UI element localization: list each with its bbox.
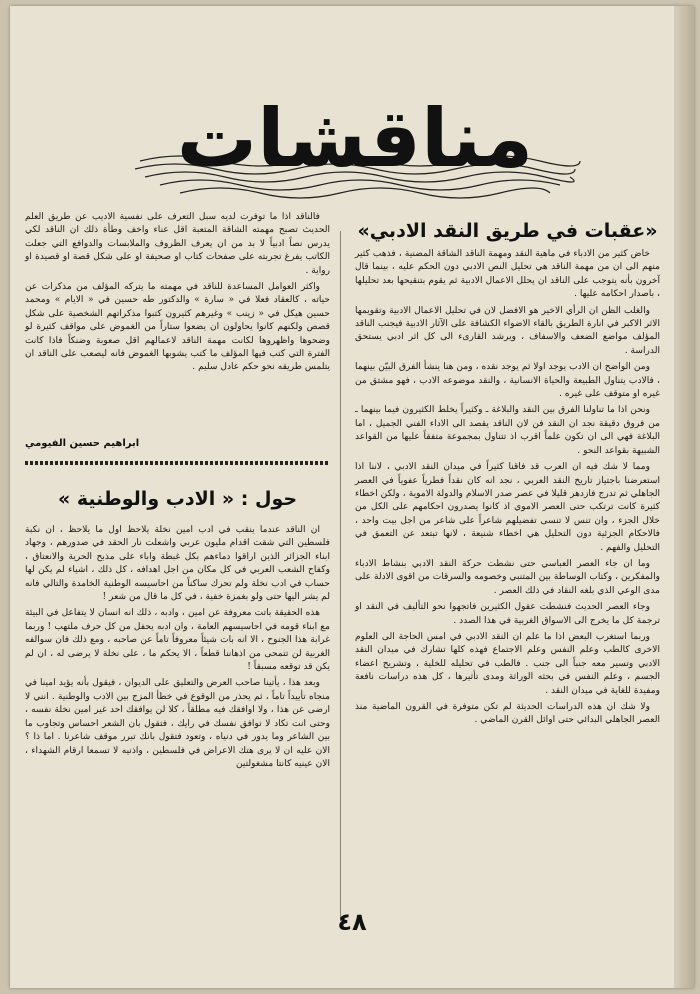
article1-title: «عقبات في طريق النقد الادبي» xyxy=(357,220,658,242)
article1-paragraph: واكثر العوامل المساعدة للناقد في مهمته ما يتركه المؤلف من مذكرات عن حياته ، كالعقاد فعلا في « سارة » والدكتور طه حسين في « الايام » ومحمد حسين هيكل في « زينب » وغيرهم كثيرون كتبوا مذكراتهم الشخصية على شكل قصص ولكنهم كانوا يحاولون ان يضعوا ستاراً من الغموض على مواقف كثيرة لو وضحوها واظهروها لكانت مهمة الناقد لاعمالهم اقل صعوبة وضنكاً فاذا كانت الفترة التي كتب فيها المؤلف ما كتب يشوبها الغموض فانه ليصعب على الناقد ان يتلمس طريقه نحو حكم عادل سليم . xyxy=(25,282,330,373)
section-title: مناقشات xyxy=(176,92,534,185)
article1-paragraph: والغلب الظن ان الرأي الاخير هو الافضل لان في تحليل الاعمال الادبية وتقويمها الاثر الاكبر في انارة الطريق بالقاء الاضواء الكشافة على الآثار الادبية فيجنب الناقد المؤلف مواضع الضعف والاسفاف ، ويرشد القارىء الى كل اثر ادبي يستحق الدراسة . xyxy=(355,305,660,356)
article1-author: ابراهيم حسين الفيومي xyxy=(25,438,140,449)
article2-paragraph: هذه الحقيقة باتت معروفة عن امين ، وادبه ، ذلك انه انسان لا يتفاعل في البيئة مع ابناء قومه في احاسيسهم العامة ، وان ادبه يحفل من كل حرف ملتهب ! وربما غرابة هذا الجنوح ، الا انه بات شيئاً معروفاً تاماً عن صاحبه ، ومع ذلك فان سوالفه الغربية لن تتمحى من اذهاننا قطعاً ، الا يحكم ما ، على نخلة لا يرضى له ، ان لم يكن قد توقعه مسبقاً ! xyxy=(25,608,330,673)
column-rule xyxy=(340,231,341,921)
article1-paragraph: خاض كثير من الادباء في ماهية النقد ومهمة الناقد الشاقة المضنية ، فذهب كثير منهم الى ان من مهمة الناقد هي تحليل النص الادبي دون الحكم عليه ، بينما قال آخرون بأنه يتوجب على الناقد ان يحلل الاعمال الادبية ثم يقوم بتنقيحها بعد تحليلها ، باصدار احكامه عليها . xyxy=(355,249,660,300)
article1-paragraph: وجاء العصر الحديث فنشطت عقول الكثيرين فاتجهوا نحو التأليف في النقد او ترجمة كل ما يخرج الى الاسواق الغربية في هذا الصدد . xyxy=(355,602,660,626)
article1-paragraph: وما ان جاء العصر العباسي حتى نشطت حركة النقد الادبي بنشاط الادباء والمفكرين ، وكتاب الوساطة بين المتنبي وخصومه والسرقات من اقوى الادلة على مدى الوعي الذي بلغه النقاد في ذلك العصر . xyxy=(355,558,660,596)
article2-body xyxy=(25,524,330,774)
article-divider xyxy=(25,461,330,465)
page-number: ٤٨ xyxy=(337,908,367,936)
article2-paragraph: وبعد هذا ، يأتينا صاحب العرض والتعليق على الديوان ، فيقول بأنه يؤيد امينا في منجاه تأييداً تاماً ، ثم يحذر من الوقوع في خطأ المزج بين الادب والوطنية . انني لا ارضى عن هذا ، ولا اوافقك فيه مطلقاً ، كلا لن يوافقك احد غير امين نخلة نفسه ، وحتى انت تكاد لا توافق نفسك في رايك ، فتقول بان الشعر احساس وتجاوب ما بين الشاعر وما يدور في دنياه ، وتعود فتقول بانك تبرر موقف شاعرنا . اما ذا ؟ الان عليه ان لا يرى هتك الاعراض في فلسطين ، واذنيه لا تسمعا ارقام الشهداء ، الان عينيه كانتا مشغولتين xyxy=(25,678,330,769)
article2-paragraph: ان الناقد عندما ينقب في ادب امين نخلة يلاحظ اول ما يلاحظ ، ان نكبة فلسطين التي شقت اقدام مليون عربي واشعلت نار الحقد في صدورهم ، وجهاد ابناء الجزائر الذين اراقوا دماءهم بكل غبطة واباء على مذبح الحرية والانعتاق ، وكفاح الشعب العربي في كل مكان من اجل اهدافه ، كل ذلك ، اشياء لم يكن لها حساب في ادب نخلة ولم تحرك ساكناً من احاسيسه الوطنية الخامدة والتالي فانه لم يشر اليها حتى ولو بغمزة خفية ، في كل ما قال من شعر ! xyxy=(25,525,330,603)
article1-body xyxy=(355,248,660,731)
article2-title: حول : « الادب والوطنية » xyxy=(57,488,298,510)
article1-paragraph: فالناقد اذا ما توفرت لديه سبل التعرف على نفسية الاديب عن طريق العلم الحديث تصبح مهمته الشاقة المتعبة اقل عناء واخف وطأة ذلك ان الناقد لكي يدرس نصاً ادبياً لا بد من ان يعرف الظروف والملابسات والدوافع التي جعلت الكاتب يفرغ تجربته على صفحات كتاب او صحيفة او على شكل قصة او قصيدة او رواية . xyxy=(25,212,330,276)
section-banner xyxy=(120,66,590,216)
article1-paragraph: ومما لا شك فيه ان العرب قد فاقنا كثيراً في ميدان النقد الادبي ، لاننا اذا استعرضنا باجتياز تاريخ النقد العربي ، نجد انه كان نقداً فطرياً عفوياً في العصر الجاهلي ثم تدرج فازدهر قليلا في عصر صدر الاسلام والدولة الاموية ، ولكن اخطاء كثيرة كانت ترتكب حتى العصر الاموي اذ كانوا يصدرون احكامهم على الكل من خلال الجزء ، وان تنس لا تنسى تفضيلهم شاعراً على شاعر من اجل بيت واحد ، فالاحكام الجزئية دون التحليل هي اخطاء شنيعة ، لانها تبتعد عن التعمق في التحليل والفهم . xyxy=(355,462,660,553)
article1-continuation xyxy=(25,211,330,378)
article1-paragraph: وربما استغرب البعض اذا ما علم ان النقد الادبي في امس الحاجة الى العلوم الاخرى كالطب وعلم النفس وعلم الاجتماع فهذه كلها تشارك في ميدان النقد الادبي وتسير معه جنباً الى جنب . فالطب في تحليله للخلية ، وتشريح اعضاء الجسم ، وعلم النفس في بحثه الوراثة ومدى تأثيرها ، كل هذه دراسات نافعة ومفيدة للغاية في ميدان النقد . xyxy=(355,631,660,696)
magazine-page xyxy=(10,6,694,988)
article1-paragraph: ونحن اذا ما تناولنا الفرق بين النقد والبلاغة ـ وكثيراً يخلط الكثيرون فيما بينهما ـ من فروق دقيقة نجد ان النقد فن لان الناقد يقصد الى الاداء الفني الجميل ، اما البلاغة فهي الى ان تكون علماً اقرب اذ تتناول بمجموعة متفقاً عليها من القواعد الشبيهة بقواعد النحو . xyxy=(355,405,660,456)
page-edge xyxy=(674,6,694,988)
article1-paragraph: ومن الواضح ان الادب يوجد اولا ثم يوجد نقده ، ومن هنا ينشأ الفرق البيّن بينهما ، فالادب يتناول الطبيعة والحياة الانسانية ، والنقد موضوعه الادب ، فهو مشتق من غيره او متوقف على غيره . xyxy=(355,362,660,400)
article1-paragraph: ولا شك ان هذه الدراسات الحديثة لم تكن متوفرة في القرون الماضية منذ العصر الجاهلي البدائي حتى اوائل القرن الماضي . xyxy=(355,702,660,726)
